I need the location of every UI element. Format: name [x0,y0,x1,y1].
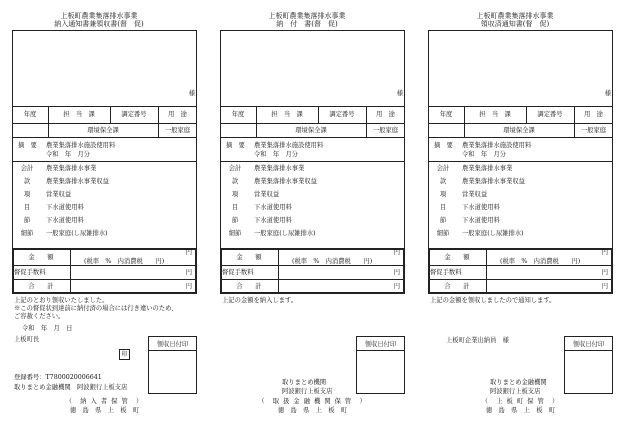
hdr-yoto: 用 途 [168,111,187,118]
slip [416,0,614,439]
seal-mark: 印 [119,349,130,360]
footer-line: 上記の金額を納入します。 [222,297,298,304]
fee-yen: 円 [393,269,400,276]
bank-name: 取りまとめ金融機関 阿波銀行上板支店 [14,384,128,391]
slip-title: 上板町農業集落排水事業 [476,12,554,20]
tekiyo-label: 摘 要 [226,142,245,149]
total-label: 合 計 [28,283,54,290]
town-name: 徳 島 県 上 板 町 [277,407,348,414]
month-text: 令和 年 月分 [254,151,299,158]
dept-value: 環境保全課 [87,127,119,134]
slip [0,0,198,439]
hdr-chotei: 調定番号 [329,111,355,118]
hdr-yoto: 用 途 [376,111,395,118]
footer-line: 令和 年 月 日 [22,325,73,332]
hdr-nendo: 年度 [439,111,453,118]
account-value: 下水道使用料 [462,204,500,211]
account-label: 項 [231,191,239,198]
fee-label: 督促手数料 [14,269,46,276]
footer-line: ※この督促状到達前に納付済の場合には行き違いのため、 [14,305,178,312]
receipt-stamp-label: 領収日付印 [572,341,605,348]
hdr-tanto: 担 当 課 [271,111,303,118]
usage-value: 一般家庭 [580,127,607,134]
amount-yen: 円 [185,249,192,256]
bank-branch: 阿波銀行上板支店 [282,388,333,395]
tekiyo-label: 摘 要 [18,142,37,149]
account-label: 細節 [436,230,450,237]
hdr-tanto: 担 当 課 [63,111,95,118]
hdr-yoto: 用 途 [584,111,603,118]
account-label: 款 [439,178,447,185]
tax-note: (税率 % 内消費税 円) [292,258,373,265]
account-label: 細節 [228,230,242,237]
tekiyo-text: 農業集落排水施設使用料 [46,142,116,149]
town-name: 徳 島 県 上 板 町 [69,407,140,414]
account-label: 款 [23,178,31,185]
keep-note: （ 納 入 者 保 管 ） [65,398,144,405]
account-value: 一般家庭(し尿雑排水) [462,230,524,237]
account-label: 目 [439,204,447,211]
fee-yen: 円 [601,269,608,276]
receipt-stamp-label: 領収日付印 [156,341,189,348]
receiver-label: 上板町企業出納員 様 [446,337,509,344]
sama-label: 様 [188,90,195,97]
account-value: 営業収益 [462,191,488,198]
account-value: 農業集落排水事業収益 [254,178,317,185]
account-label: 節 [23,217,31,224]
account-label: 項 [439,191,447,198]
account-value: 一般家庭(し尿雑排水) [46,230,108,237]
account-value: 下水道使用料 [46,204,84,211]
tekiyo-text: 農業集落排水施設使用料 [462,142,532,149]
account-label: 節 [439,217,447,224]
account-label: 会計 [20,165,34,172]
slip [208,0,406,439]
account-value: 下水道使用料 [254,204,292,211]
footer-line: 上記の金額を領収しましたので通知します。 [430,297,556,304]
tekiyo-label: 摘 要 [434,142,453,149]
registration-number: 登録番号：T7800020006641 [14,374,102,381]
account-value: 一般家庭(し尿雑排水) [254,230,316,237]
bank-label: 取りまとめ機関 [282,379,327,386]
footer-line: ご容赦ください。 [14,313,65,320]
tekiyo-text: 農業集落排水施設使用料 [254,142,324,149]
slip-subtitle: 領収済通知書(督 促) [480,20,550,28]
amount-label: 金 額 [28,254,54,261]
hdr-chotei: 調定番号 [537,111,563,118]
total-yen: 円 [393,283,400,290]
keep-note: （ 取 扱 金 融 機 関 保 管 ） [258,398,367,405]
hdr-nendo: 年度 [23,111,37,118]
fee-label: 督促手数料 [222,269,254,276]
dept-value: 環境保全課 [295,127,327,134]
slip-title: 上板町農業集落排水事業 [60,12,138,20]
bank-branch: 阿波銀行上板支店 [490,388,541,395]
footer-line: 上板町長 [14,336,40,343]
hdr-chotei: 調定番号 [121,111,147,118]
total-label: 合 計 [236,283,262,290]
slip-title: 上板町農業集落排水事業 [268,12,346,20]
keep-note: （ 上 板 町 保 管 ） [481,398,560,405]
account-label: 会計 [228,165,242,172]
account-label: 目 [231,204,239,211]
account-value: 農業集落排水事業収益 [462,178,525,185]
account-label: 会計 [436,165,450,172]
account-label: 款 [231,178,239,185]
tax-note: (税率 % 内消費税 円) [500,258,581,265]
dept-value: 環境保全課 [503,127,535,134]
month-text: 令和 年 月分 [462,151,507,158]
account-label: 目 [23,204,31,211]
bank-label: 取りまとめ金融機関 [490,379,547,386]
receipt-stamp-label: 領収日付印 [364,341,397,348]
account-value: 営業収益 [46,191,72,198]
usage-value: 一般家庭 [372,127,399,134]
account-value: 下水道使用料 [462,217,500,224]
hdr-nendo: 年度 [231,111,245,118]
total-yen: 円 [601,283,608,290]
account-label: 細節 [20,230,34,237]
fee-label: 督促手数料 [430,269,462,276]
account-value: 農業集落排水事業収益 [46,178,109,185]
total-label: 合 計 [444,283,470,290]
month-text: 令和 年 月分 [46,151,91,158]
amount-label: 金 額 [444,254,470,261]
account-label: 項 [23,191,31,198]
fee-yen: 円 [185,269,192,276]
amount-label: 金 額 [236,254,262,261]
account-value: 下水道使用料 [46,217,84,224]
usage-value: 一般家庭 [164,127,191,134]
amount-yen: 円 [601,249,608,256]
account-value: 農業集落排水事業 [462,165,513,172]
amount-yen: 円 [393,249,400,256]
account-value: 農業集落排水事業 [46,165,97,172]
sama-label: 様 [396,90,403,97]
account-value: 下水道使用料 [254,217,292,224]
sama-label: 様 [604,90,611,97]
town-name: 徳 島 県 上 板 町 [485,407,556,414]
total-yen: 円 [185,283,192,290]
hdr-tanto: 担 当 課 [479,111,511,118]
account-value: 農業集落排水事業 [254,165,305,172]
tax-note: (税率 % 内消費税 円) [84,258,165,265]
account-value: 営業収益 [254,191,280,198]
footer-line: 上記のとおり領収いたしました。 [14,297,109,304]
slip-subtitle: 納入通知書兼領収書(督 促) [54,20,144,28]
slip-subtitle: 納 付 書(督 促) [276,20,338,28]
account-label: 節 [231,217,239,224]
